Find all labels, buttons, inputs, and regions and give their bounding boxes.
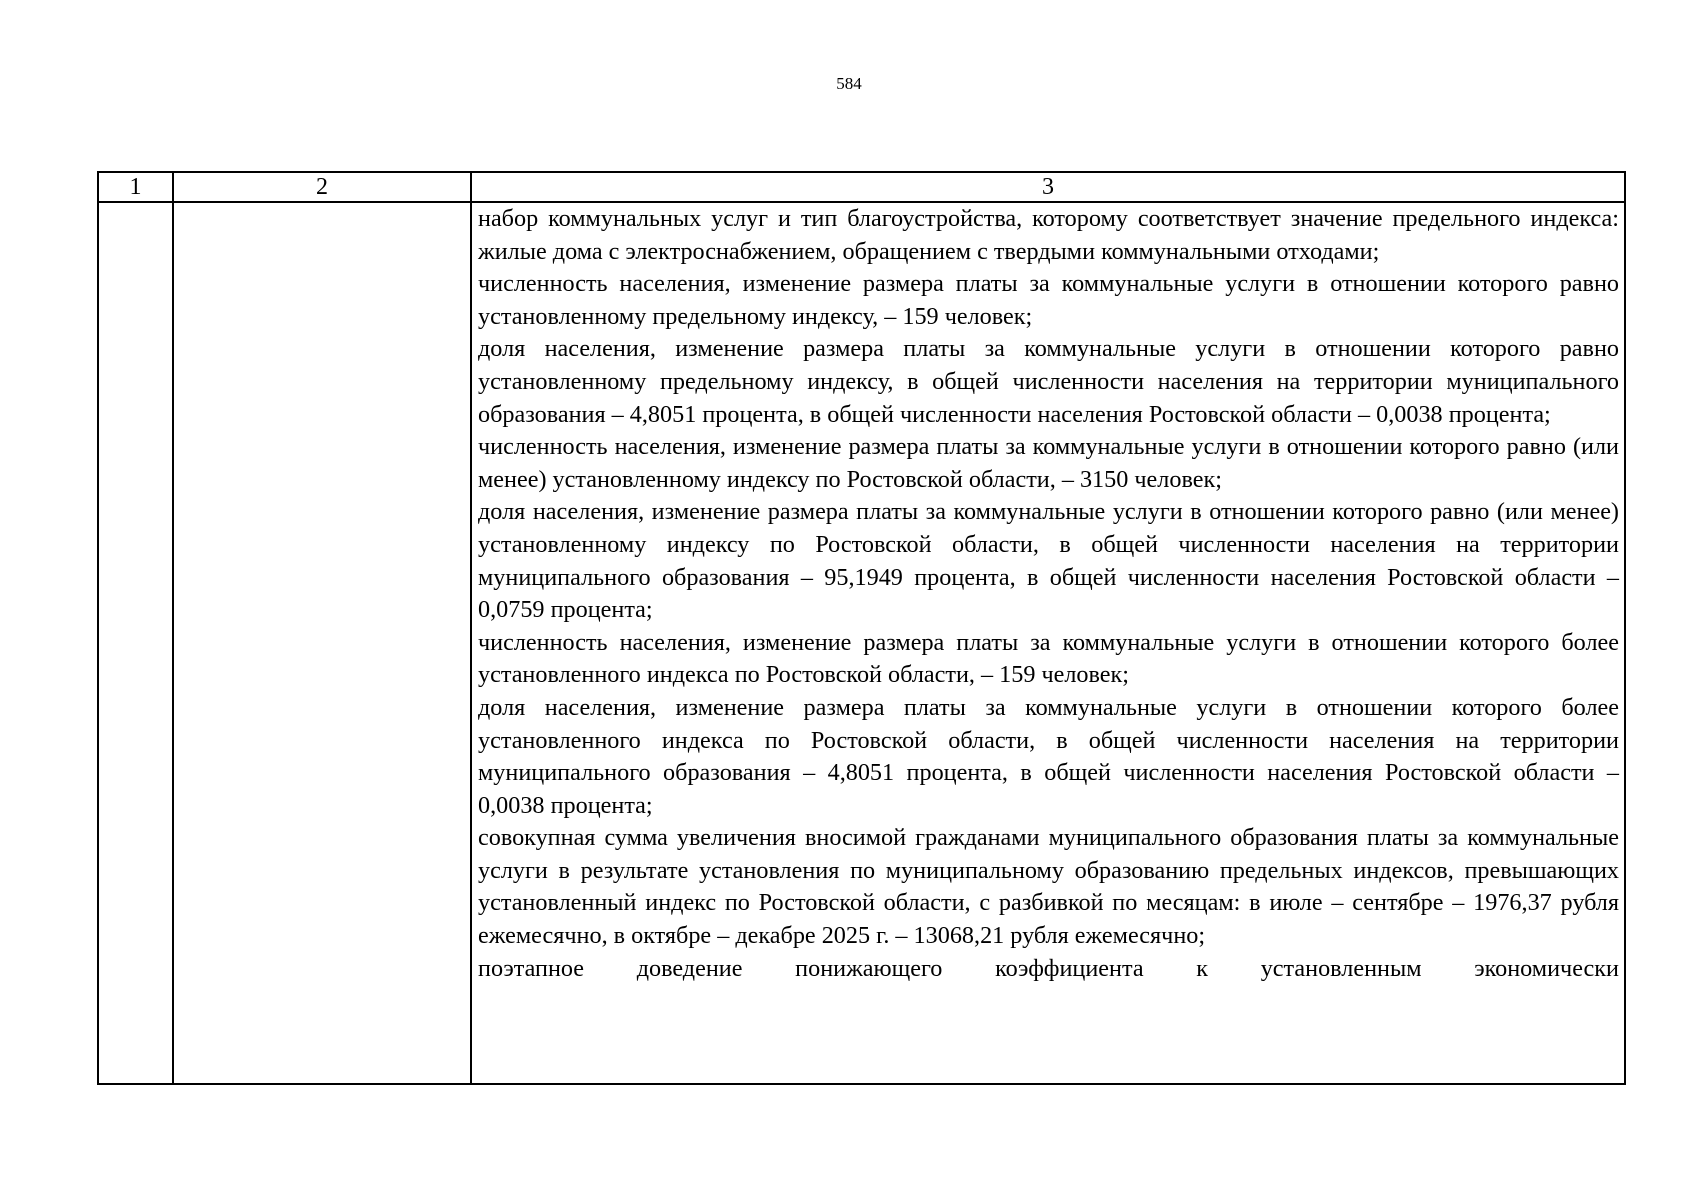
cell-column-3 [471, 202, 1625, 1084]
paragraph-reducing-coefficient: поэтапное доведение понижающего коэффициента к установленным экономически [478, 954, 1619, 982]
paragraph-share-above-index: доля населения, изменение размера платы за коммунальные услуги в отношении которого более установленного индекса по Ростовской области, в общей численности населения на территории муниципального образования – 4,8051 процента, в общей численности населения Ростовской области – 0,0038 процента; [478, 693, 1619, 819]
paragraph-population-equal-or-less: численность населения, изменение размера платы за коммунальные услуги в отношении которого равно (или менее) установленному индексу по Ростовской области, – 3150 человек; [478, 433, 1619, 493]
paragraph-population-equal-limit: численность населения, изменение размера платы за коммунальные услуги в отношении которого равно установленному предельному индексу, – 159 человек; [478, 270, 1619, 330]
paragraph-share-equal-or-less: доля населения, изменение размера платы за коммунальные услуги в отношении которого равно (или менее) установленному индексу по Ростовской области, в общей численности населения на территории муниципального образования – 95,1949 процента, в общей численности населения Ростовской области – 0,0759 процента; [478, 498, 1619, 624]
column-number-1: 1 [98, 172, 173, 202]
paragraph-population-above-index: численность населения, изменение размера платы за коммунальные услуги в отношении которого более установленного индекса по Ростовской области, – 159 человек; [478, 628, 1619, 689]
cell-column-1 [98, 202, 173, 1084]
column-number-2: 2 [173, 172, 471, 202]
paragraph-share-equal-limit: доля населения, изменение размера платы за коммунальные услуги в отношении которого равно установленному предельному индексу, в общей численности населения на территории муниципального образования – 4,8051 процента, в общей численности населения Ростовской области – 0,0038 процента; [478, 335, 1619, 428]
table-header-row [98, 172, 1625, 202]
table-row [98, 202, 1625, 1084]
cell-column-2 [173, 202, 471, 1084]
document-table [97, 171, 1626, 1085]
paragraph-total-increase: совокупная сумма увеличения вносимой гражданами муниципального образования платы за коммунальные услуги в результате установления по муниципальному образованию предельных индексов, превышающих установленный индекс по Ростовской области, с разбивкой по месяцам: в июле – сентябре – 1976,37 рубля ежемесячно, в октябре – декабре 2025 г. – 13068,21 рубля ежемесячно; [478, 824, 1619, 950]
page-number: 584 [836, 74, 862, 93]
paragraph-utility-set: набор коммунальных услуг и тип благоустройства, которому соответствует значение предельного индекса: жилые дома с электроснабжением, обращением с твердыми коммунальными отходами; [478, 205, 1619, 265]
column-number-3: 3 [471, 172, 1625, 202]
